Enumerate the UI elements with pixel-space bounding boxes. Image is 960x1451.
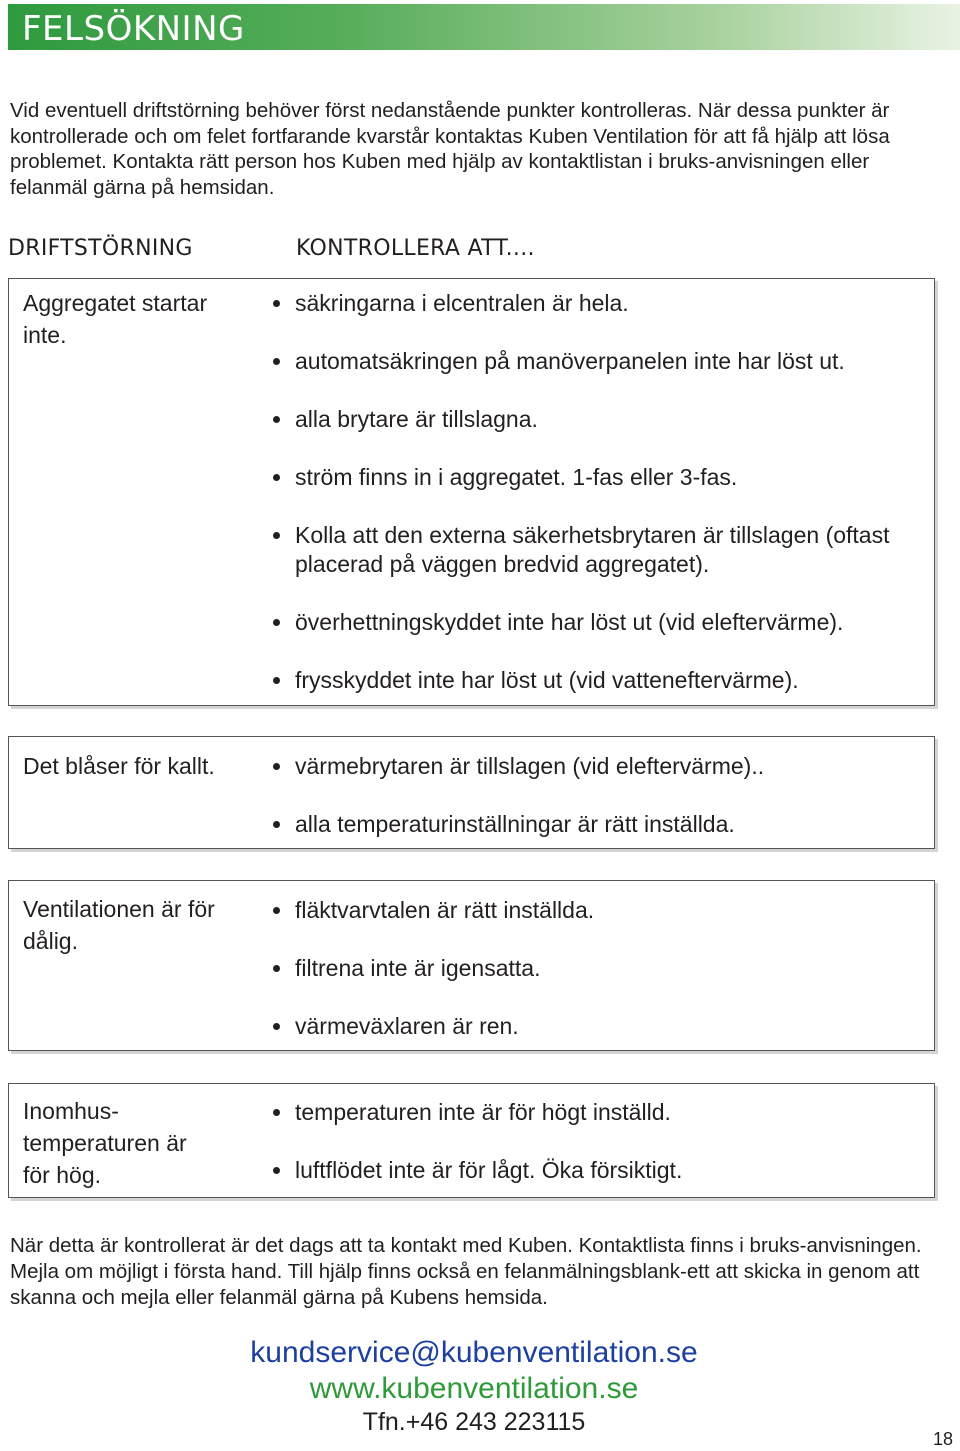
- bullet-icon: [273, 677, 280, 684]
- contact-website-link[interactable]: www.kubenventilation.se: [309, 1372, 639, 1405]
- check-item: alla temperaturinställningar är rätt inställda.: [269, 810, 935, 839]
- column-heading-check: KONTROLLERA ATT....: [296, 236, 535, 261]
- bullet-icon: [273, 1023, 280, 1030]
- troubleshoot-section-too-hot: [8, 1083, 935, 1198]
- bullet-icon: [273, 763, 280, 770]
- problem-label: Ventilationen är för dålig.: [23, 896, 215, 954]
- check-item: alla brytare är tillslagna.: [269, 405, 935, 434]
- problem-label: Aggregatet startar inte.: [23, 290, 208, 348]
- check-item: temperaturen inte är för högt inställd.: [269, 1098, 935, 1127]
- bullet-icon: [273, 1109, 280, 1116]
- bullet-icon: [273, 619, 280, 626]
- problem-label: Det blåser för kallt.: [23, 753, 215, 779]
- closing-paragraph: När detta är kontrollerat är det dags att ta kontakt med Kuben. Kontaktlista finns i bruks-anvisningen. Mejla om möjligt i första hand. Till hjälp finns också en felanmälningsblank-ett att skicka in genom att skanna och mejla eller felanmäl gärna på Kubens hemsida.: [10, 1234, 922, 1309]
- check-item: luftflödet inte är för lågt. Öka försiktigt.: [269, 1156, 935, 1185]
- bullet-icon: [273, 474, 280, 481]
- bullet-icon: [273, 965, 280, 972]
- page-title: FELSÖKNING: [22, 9, 245, 49]
- bullet-icon: [273, 821, 280, 828]
- check-item: överhettningskyddet inte har löst ut (vid eleftervärme).: [269, 608, 935, 637]
- check-item: filtrena inte är igensatta.: [269, 954, 935, 983]
- troubleshoot-section-too-cold: [8, 736, 935, 849]
- troubleshoot-section-poor-ventilation: [8, 880, 935, 1051]
- problem-label: Inomhus-temperaturen är för hög.: [23, 1098, 187, 1188]
- bullet-icon: [273, 300, 280, 307]
- check-item: värmeväxlaren är ren.: [269, 1012, 935, 1041]
- contact-phone: Tfn.+46 243 223115: [362, 1408, 586, 1436]
- intro-paragraph: Vid eventuell driftstörning behöver först nedanstående punkter kontrolleras. När dessa punkter är kontrollerade och om felet fortfarande kvarstår kontaktas Kuben Ventilation för att få hjälp att lösa problemet. Kontakta rätt person hos Kuben med hjälp av kontaktlistan i bruks-anvisningen eller felanmäl gärna på hemsidan.: [10, 99, 890, 199]
- check-item: fläktvarvtalen är rätt inställda.: [269, 896, 935, 925]
- bullet-icon: [273, 416, 280, 423]
- header-banner: [8, 4, 960, 50]
- bullet-icon: [273, 532, 280, 539]
- check-item: värmebrytaren är tillslagen (vid eleftervärme)..: [269, 752, 935, 781]
- bullet-icon: [273, 907, 280, 914]
- check-item: Kolla att den externa säkerhetsbrytaren är tillslagen (oftast placerad på väggen bredvid aggregatet).: [269, 521, 935, 579]
- check-item: ström finns in i aggregatet. 1-fas eller 3-fas.: [269, 463, 935, 492]
- troubleshoot-section-not-starting: [8, 278, 935, 706]
- column-heading-problem: DRIFTSTÖRNING: [8, 236, 193, 261]
- check-item: säkringarna i elcentralen är hela.: [269, 289, 935, 318]
- bullet-icon: [273, 1167, 280, 1174]
- contact-email-link[interactable]: kundservice@kubenventilation.se: [250, 1336, 698, 1369]
- bullet-icon: [273, 358, 280, 365]
- check-item: frysskyddet inte har löst ut (vid vatteneftervärme).: [269, 666, 935, 695]
- page-number: 18: [933, 1429, 954, 1449]
- check-item: automatsäkringen på manöverpanelen inte har löst ut.: [269, 347, 935, 376]
